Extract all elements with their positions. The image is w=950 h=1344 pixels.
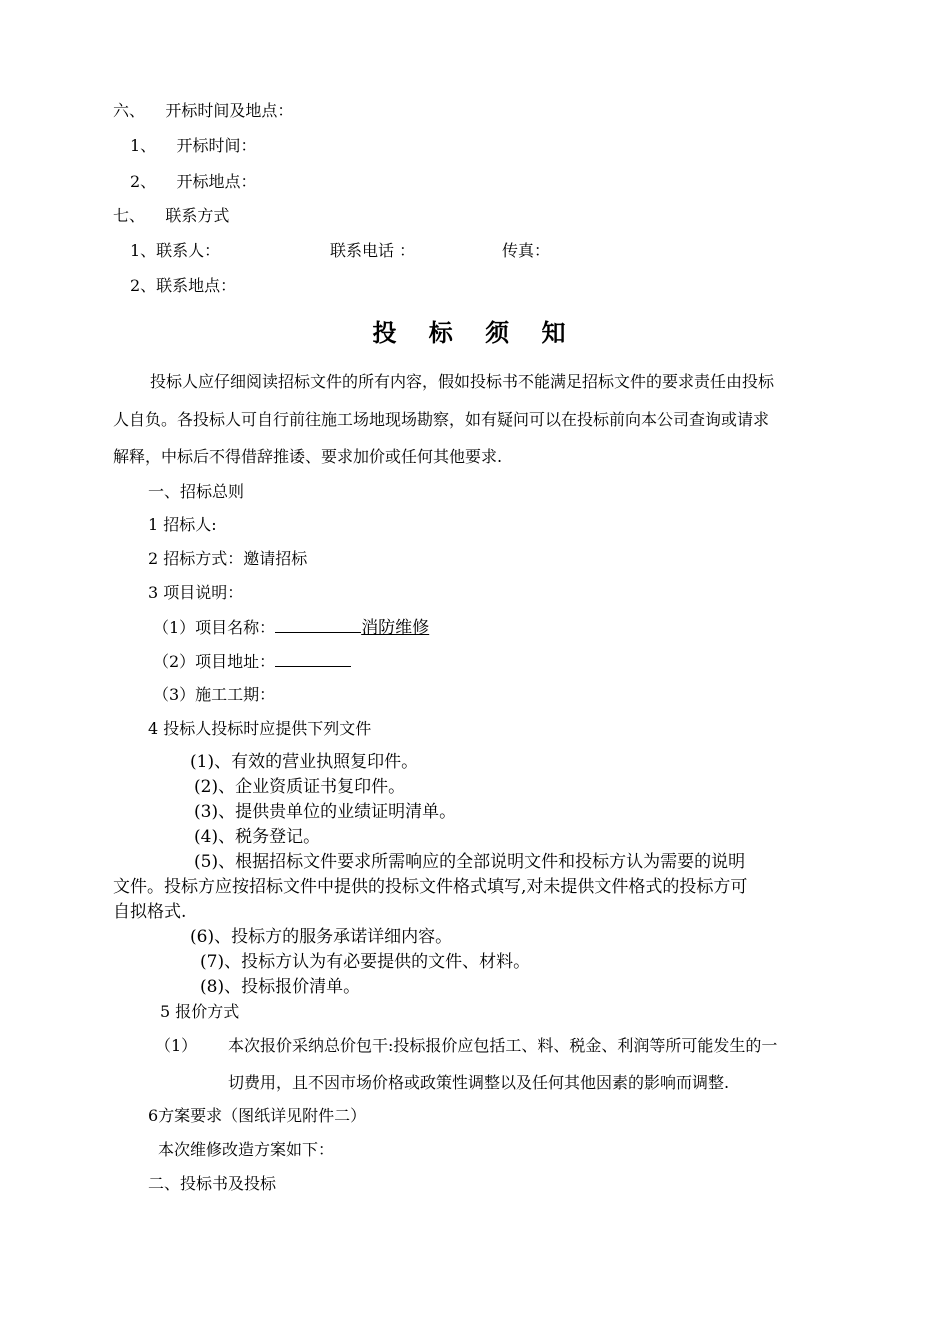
doc-item-7: (7)、投标方认为有必要提供的文件、材料。 xyxy=(200,952,531,972)
plan-line: 本次维修改造方案如下： xyxy=(158,1140,335,1159)
doc-item-5-line-2: 文件。投标方应按招标文件中提供的投标文件格式填写,对未提供文件格式的投标方可 xyxy=(113,877,748,897)
construction-period: （3）施工工期： xyxy=(153,685,276,704)
project-name-label: （1）项目名称： xyxy=(153,618,276,637)
page-title: 投 标 须 知 xyxy=(372,318,578,347)
project-address-label: （2）项目地址： xyxy=(153,652,276,671)
project-description: 3 项目说明： xyxy=(148,583,244,602)
doc-item-1: (1)、有效的营业执照复印件。 xyxy=(190,752,419,772)
doc-item-2: (2)、企业资质证书复印件。 xyxy=(194,777,406,797)
opening-location: 2、 开标地点： xyxy=(130,172,257,191)
tenderer: 1 招标人: xyxy=(148,515,217,534)
tender-method: 2 招标方式：邀请招标 xyxy=(148,549,308,568)
contact-fax: 传真： xyxy=(502,241,551,260)
project-address-row xyxy=(153,651,351,672)
intro-line-3: 解释，中标后不得借辞推诿、要求加价或任何其他要求. xyxy=(113,447,503,466)
doc-item-5-line-3: 自拟格式. xyxy=(113,902,187,922)
doc-item-3: (3)、提供贵单位的业绩证明清单。 xyxy=(194,802,457,822)
doc-item-5-line-1: (5)、根据招标文件要求所需响应的全部说明文件和投标方认为需要的说明 xyxy=(194,852,746,872)
docs-heading: 4 投标人投标时应提供下列文件 xyxy=(148,719,372,738)
contact-person: 1、联系人： xyxy=(130,241,221,260)
quote-heading: 5 报价方式 xyxy=(160,1002,240,1021)
plan-heading: 6方案要求（图纸详见附件二） xyxy=(148,1106,367,1125)
doc-item-6: (6)、投标方的服务承诺详细内容。 xyxy=(190,927,453,947)
section6-heading: 六、 开标时间及地点： xyxy=(113,101,294,120)
contact-address: 2、联系地点： xyxy=(130,276,237,295)
doc-item-8: (8)、投标报价清单。 xyxy=(200,977,361,997)
opening-time: 1、 开标时间： xyxy=(130,136,257,155)
quote-line-1: 本次报价采纳总价包干:投标报价应包括工、料、税金、利润等所可能发生的一 xyxy=(228,1036,778,1055)
blank-underline xyxy=(275,617,361,633)
section2-heading: 二、投标书及投标 xyxy=(148,1174,277,1193)
project-address-blank xyxy=(275,651,351,667)
quote-number: （1） xyxy=(155,1036,198,1055)
doc-item-4: (4)、税务登记。 xyxy=(194,827,321,847)
intro-line-1: 投标人应仔细阅读招标文件的所有内容，假如投标书不能满足招标文件的要求责任由投标 xyxy=(150,372,775,391)
quote-line-2: 切费用，且不因市场价格或政策性调整以及任何其他因素的影响而调整. xyxy=(228,1073,730,1092)
general-heading: 一、招标总则 xyxy=(148,482,245,501)
project-name-row xyxy=(153,617,429,638)
project-name-value: 消防维修 xyxy=(361,618,430,638)
contact-phone: 联系电话 ： xyxy=(330,241,416,260)
section7-heading: 七、 联系方式 xyxy=(113,206,230,225)
intro-line-2: 人自负。各投标人可自行前往施工场地现场勘察，如有疑问可以在投标前向本公司查询或请求 xyxy=(113,410,770,429)
